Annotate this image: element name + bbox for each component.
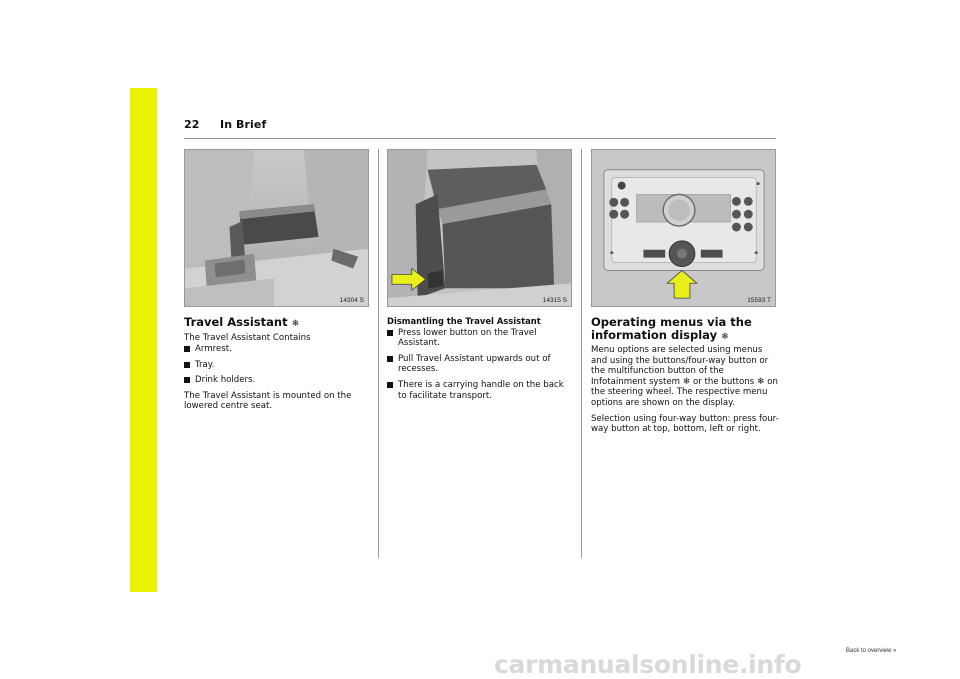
list-item: There is a carrying handle on the back to facilitate transport.: [387, 380, 575, 401]
dismantling-steps: [387, 328, 575, 402]
column-dismantling: [387, 316, 575, 406]
optional-equipment-icon: ❄: [756, 376, 765, 387]
optional-equipment-icon: ❄: [291, 319, 300, 329]
watermark: carmanualsonline.info: [494, 650, 802, 679]
list-item: Armrest.: [184, 344, 364, 355]
optional-equipment-icon: ❄: [682, 376, 691, 387]
paragraph-part: Menu options are selected using menus and using the buttons/four-way button or the multifunction button of the Infotainment system: [591, 345, 769, 387]
figure-infotainment-panel: [591, 149, 776, 307]
figure-code: 14304 S: [339, 297, 364, 304]
title-text: Operating menus via the information display: [591, 315, 752, 342]
title-text: Travel Assistant: [184, 315, 288, 329]
intro-text: The Travel Assistant Contains: [184, 332, 311, 343]
infotainment-illustration: [592, 150, 775, 306]
column-divider-2: [581, 149, 582, 558]
optional-equipment-icon: ❄: [721, 331, 729, 342]
operating-menus-title: [591, 316, 779, 343]
armrest-closeup-illustration: [388, 150, 571, 306]
paragraph-part: on the steering wheel. The respective menu options are shown on the display.: [591, 376, 778, 408]
list-item: Press lower button on the Travel Assistant.: [387, 328, 575, 349]
list-item: Drink holders.: [184, 375, 364, 386]
column-divider-1: [378, 149, 379, 558]
mounting-note: The Travel Assistant is mounted on the lowered centre seat.: [184, 390, 352, 412]
travel-assistant-title: [184, 316, 364, 331]
menu-options-paragraph: [591, 345, 779, 409]
figure-armrest-button: [387, 149, 572, 307]
figure-armrest: [184, 149, 369, 307]
page-header: [184, 118, 266, 131]
section-title: In Brief: [220, 118, 267, 131]
figure-code: 14315 S: [542, 297, 567, 304]
figure-code: 15593 T: [747, 297, 771, 304]
list-item: Tray.: [184, 360, 364, 371]
contents-list: [184, 344, 364, 386]
header-rule: [184, 138, 776, 139]
back-to-overview-link[interactable]: Back to overview »: [846, 648, 897, 654]
column-travel-assistant: [184, 316, 364, 417]
four-way-paragraph: Selection using four-way button: press four-way button at top, bottom, left or right.: [591, 413, 779, 435]
list-item: Pull Travel Assistant upwards out of recesses.: [387, 354, 575, 375]
dismantling-heading: Dismantling the Travel Assistant: [387, 316, 541, 326]
section-tab-strip: [130, 88, 157, 592]
column-operating-menus: [591, 316, 779, 440]
paragraph-part: or the buttons: [693, 376, 755, 387]
armrest-illustration: [185, 150, 368, 306]
page-number: 22: [184, 118, 200, 131]
